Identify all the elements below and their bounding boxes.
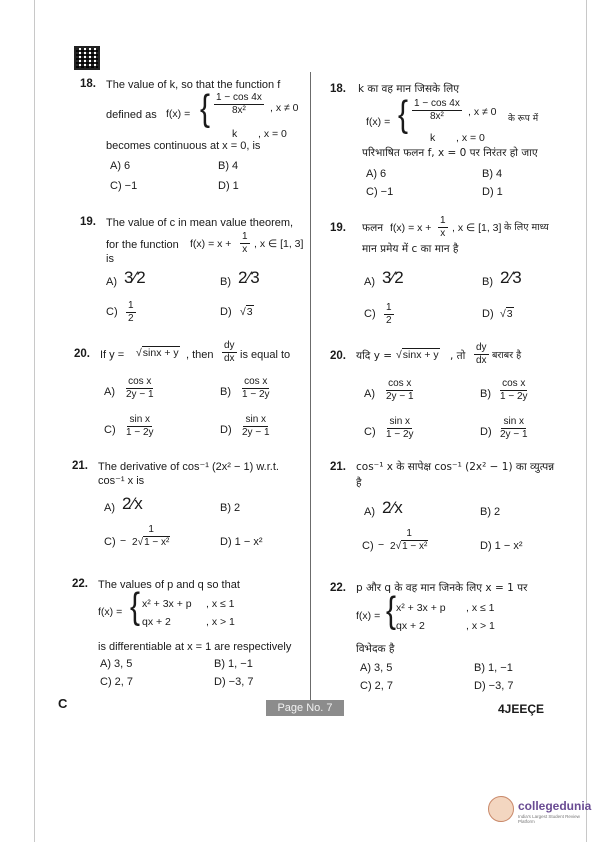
q21-opt-a-value: 2⁄x bbox=[122, 494, 143, 513]
q21-hi-number: 21. bbox=[330, 461, 346, 473]
q19-func-pre: f(x) = x + bbox=[190, 238, 232, 250]
q18-hi-option-b: B) 4 bbox=[482, 168, 503, 180]
q18-number: 18. bbox=[80, 78, 96, 90]
q18-hi-case2-val: k bbox=[430, 132, 436, 144]
q22-hi-case1-cond: , x ≤ 1 bbox=[466, 602, 495, 614]
q19-hi-frac-den: x bbox=[440, 228, 446, 239]
q18-fx: f(x) = bbox=[166, 108, 191, 120]
q18-case1-den: 8x² bbox=[231, 105, 246, 116]
q18-hi-case1-den: 8x² bbox=[429, 111, 444, 122]
q19-hi-frac-num: 1 bbox=[440, 215, 446, 226]
q18-brace: { bbox=[200, 87, 211, 129]
qr-code bbox=[74, 46, 100, 70]
collegedunia-tagline: India's Largest Student Review Platform bbox=[518, 814, 580, 824]
q21-hi-opt-c-num: 1 bbox=[406, 528, 412, 539]
q20-dydx bbox=[220, 340, 239, 365]
q18-text-line3: becomes continuous at x = 0, is bbox=[106, 140, 261, 152]
q21-hi-opt-c-sqrt: 1 − x² bbox=[402, 541, 428, 552]
q21-hi-line1: cos⁻¹ x के सापेक्ष cos⁻¹ (2x² − 1) का व्युत्पन्न bbox=[356, 461, 555, 473]
collegedunia-logo-text: collegedunia bbox=[518, 799, 592, 813]
q19-hi-opt-c-label: C) bbox=[364, 308, 376, 320]
q19-opt-d-value: √3 bbox=[240, 306, 253, 318]
q18-option-b: B) 4 bbox=[218, 160, 239, 172]
q18-option-d: D) 1 bbox=[218, 180, 239, 192]
q19-opt-c-den: 2 bbox=[128, 313, 134, 324]
q19-hi-pre: फलन bbox=[362, 222, 384, 234]
q20-hi-opt-d-num: sin x bbox=[503, 416, 525, 427]
q22-option-d: D) −3, 7 bbox=[214, 676, 254, 688]
q20-hi-opt-b-den: 1 − 2y bbox=[500, 391, 528, 402]
q18-hi-case1 bbox=[410, 98, 464, 123]
q19-hi-opt-c-value bbox=[382, 302, 396, 327]
q20-hi-opt-c-value bbox=[382, 416, 418, 441]
q20-sqrt: √sinx + y bbox=[136, 347, 179, 359]
q20-hi-dydx bbox=[472, 342, 491, 367]
q20-opt-c-num: sin x bbox=[129, 414, 151, 425]
q21-opt-c-den-pre: 2 bbox=[132, 537, 138, 548]
q19-hi-line2: मान प्रमेय में c का मान है bbox=[362, 243, 459, 255]
q20-hi-opt-a-value bbox=[382, 378, 418, 403]
q22-hi-line3: विभेदक है bbox=[356, 643, 395, 655]
q18-hi-line1: k का वह मान जिसके लिए bbox=[358, 83, 460, 95]
q22-case2: qx + 2 bbox=[142, 616, 171, 628]
q19-hi-opt-c-den: 2 bbox=[386, 315, 392, 326]
q21-opt-c-label: C) bbox=[104, 536, 116, 548]
q20-then: , then bbox=[186, 349, 214, 361]
q21-hi-opt-c-label: C) bbox=[362, 540, 374, 552]
q19-text-line3: is bbox=[106, 253, 114, 265]
q21-opt-b: B) 2 bbox=[220, 502, 241, 514]
q20-opt-a-value bbox=[122, 376, 158, 401]
q18-hi-fx: f(x) = bbox=[366, 116, 391, 128]
q20-opt-d-label: D) bbox=[220, 424, 232, 436]
q22-option-c: C) 2, 7 bbox=[100, 676, 134, 688]
q20-hi-sqrt-expr: sinx + y bbox=[402, 349, 439, 361]
q19-hi-opt-a-label: A) bbox=[364, 276, 375, 288]
q21-number: 21. bbox=[72, 460, 88, 472]
q20-hi-opt-a-label: A) bbox=[364, 388, 375, 400]
q19-opt-c-label: C) bbox=[106, 306, 118, 318]
q20-hi-opt-c-den: 1 − 2y bbox=[386, 429, 414, 440]
q18-hi-case1-num: 1 − cos 4x bbox=[414, 98, 460, 109]
q19-hi-opt-d-value: √3 bbox=[500, 308, 513, 320]
q22-hi-line1: p और q के वह मान जिनके लिए x = 1 पर bbox=[356, 582, 528, 594]
q22-hi-option-a: A) 3, 5 bbox=[360, 662, 393, 674]
q18-text-defined: defined as bbox=[106, 109, 157, 121]
q20-opt-a-num: cos x bbox=[128, 376, 152, 387]
q20-opt-a-label: A) bbox=[104, 386, 115, 398]
q20-hi-opt-d-label: D) bbox=[480, 426, 492, 438]
collegedunia-avatar-icon bbox=[488, 796, 514, 822]
q22-hi-option-d: D) −3, 7 bbox=[474, 680, 514, 692]
q21-hi-opt-d: D) 1 − x² bbox=[480, 540, 523, 552]
q20-hi-opt-d-value bbox=[496, 416, 532, 441]
q18-hi-number: 18. bbox=[330, 83, 346, 95]
q20-opt-d-num: sin x bbox=[245, 414, 267, 425]
q19-func-frac bbox=[238, 231, 252, 256]
q20-hi-dy: dy bbox=[476, 342, 487, 353]
q21-opt-d: D) 1 − x² bbox=[220, 536, 263, 548]
q19-opt-a-label: A) bbox=[106, 276, 117, 288]
q19-hi-opt-b-value: 2⁄3 bbox=[500, 268, 522, 287]
q20-if: If y = bbox=[100, 349, 125, 361]
q20-sqrt-expr: sinx + y bbox=[142, 347, 179, 359]
q21-hi-opt-c-minus: − bbox=[378, 539, 385, 551]
q18-case1-num: 1 − cos 4x bbox=[216, 92, 262, 103]
q19-text-line1: The value of c in mean value theorem, bbox=[106, 217, 294, 229]
q19-hi-func-post: , x ∈ [1, 3] bbox=[452, 222, 502, 234]
q22-hi-case2: qx + 2 bbox=[396, 620, 425, 632]
q20-hi-tail: बराबर है bbox=[492, 350, 522, 361]
q22-option-b: B) 1, −1 bbox=[214, 658, 253, 670]
q19-opt-b-value: 2⁄3 bbox=[238, 268, 260, 287]
q20-opt-c-label: C) bbox=[104, 424, 116, 436]
q19-hi-opt-b-label: B) bbox=[482, 276, 493, 288]
q22-case1-cond: , x ≤ 1 bbox=[206, 598, 235, 610]
q19-hi-func-pre: f(x) = x + bbox=[390, 222, 432, 234]
q20-hi-opt-a-num: cos x bbox=[388, 378, 412, 389]
q20-hi-opt-a-den: 2y − 1 bbox=[386, 391, 414, 402]
q20-opt-b-value bbox=[238, 376, 274, 401]
q19-opt-d-label: D) bbox=[220, 306, 232, 318]
q18-option-c: C) −1 bbox=[110, 180, 138, 192]
q21-opt-c-sqrt: 1 − x² bbox=[144, 537, 170, 548]
q18-text-line1: The value of k, so that the function f bbox=[106, 79, 281, 91]
q18-hi-case1-cond: , x ≠ 0 bbox=[468, 106, 497, 118]
q19-hi-func-frac bbox=[436, 215, 450, 240]
q22-option-a: A) 3, 5 bbox=[100, 658, 133, 670]
q22-fx: f(x) = bbox=[98, 606, 123, 618]
q22-hi-number: 22. bbox=[330, 582, 346, 594]
q21-opt-c-minus: − bbox=[120, 535, 127, 547]
q20-hi-dx: dx bbox=[476, 355, 487, 366]
q18-option-a: A) 6 bbox=[110, 160, 131, 172]
q22-hi-option-c: C) 2, 7 bbox=[360, 680, 394, 692]
q18-hi-suffix: के रूप में bbox=[508, 114, 539, 124]
q21-hi-opt-c-value: $\frac{1}{\text{2√1 − x²}}$ bbox=[390, 528, 428, 552]
q19-hi-post: के लिए माध्य bbox=[504, 222, 549, 233]
q19-text-line2: for the function bbox=[106, 239, 179, 251]
q21-hi-line2: है bbox=[356, 477, 362, 489]
q18-case1-cond: , x ≠ 0 bbox=[270, 102, 299, 114]
q18-case1 bbox=[212, 92, 266, 117]
q19-opt-c-value bbox=[124, 300, 138, 325]
q19-hi-opt-d-radicand: 3 bbox=[506, 308, 513, 320]
q20-hi-opt-b-label: B) bbox=[480, 388, 491, 400]
exam-code: 4JEEÇE bbox=[498, 702, 545, 716]
q22-hi-option-b: B) 1, −1 bbox=[474, 662, 513, 674]
q22-text-line1: The values of p and q so that bbox=[98, 579, 240, 591]
q18-hi-option-a: A) 6 bbox=[366, 168, 387, 180]
q21-opt-c-num: 1 bbox=[148, 524, 154, 535]
q19-hi-number: 19. bbox=[330, 222, 346, 234]
q21-hi-opt-a-label: A) bbox=[364, 506, 375, 518]
q21-text-line1: The derivative of cos⁻¹ (2x² − 1) w.r.t. bbox=[98, 461, 279, 473]
q20-hi-opt-d-den: 2y − 1 bbox=[500, 429, 528, 440]
q20-opt-b-num: cos x bbox=[244, 376, 268, 387]
q20-hi-sqrt: √sinx + y bbox=[396, 349, 439, 361]
q18-hi-option-d: D) 1 bbox=[482, 186, 503, 198]
q20-hi-then: , तो bbox=[450, 350, 466, 362]
q18-case2-val: k bbox=[232, 128, 238, 140]
page-number-label: Page No. 7 bbox=[266, 700, 344, 716]
q21-hi-opt-b: B) 2 bbox=[480, 506, 501, 518]
q20-opt-c-den: 1 − 2y bbox=[126, 427, 154, 438]
column-divider bbox=[310, 72, 311, 708]
q20-opt-a-den: 2y − 1 bbox=[126, 389, 154, 400]
q22-hi-brace: { bbox=[386, 589, 397, 631]
q20-hi-opt-c-num: sin x bbox=[389, 416, 411, 427]
q19-hi-opt-c-num: 1 bbox=[386, 302, 392, 313]
q20-opt-c-value bbox=[122, 414, 158, 439]
q19-hi-opt-a-value: 3⁄2 bbox=[382, 268, 404, 287]
q20-opt-d-den: 2y − 1 bbox=[242, 427, 270, 438]
q20-opt-b-den: 1 − 2y bbox=[242, 389, 270, 400]
q19-frac-num: 1 bbox=[242, 231, 248, 242]
q20-number: 20. bbox=[74, 348, 90, 360]
page-edge-right bbox=[586, 0, 587, 842]
q20-tail: is equal to bbox=[240, 349, 291, 361]
q21-opt-c-value: $\frac{1}{\text{2√1 − x²}}$ bbox=[132, 524, 170, 548]
q20-opt-b-label: B) bbox=[220, 386, 231, 398]
q18-hi-brace: { bbox=[398, 93, 409, 135]
q22-case2-cond: , x > 1 bbox=[206, 616, 235, 628]
q20-hi-opt-b-num: cos x bbox=[502, 378, 526, 389]
q22-number: 22. bbox=[72, 578, 88, 590]
q18-case2-cond: , x = 0 bbox=[258, 128, 287, 140]
q19-frac-den: x bbox=[242, 244, 248, 255]
q18-hi-line3: परिभाषित फलन f, x = 0 पर निरंतर हो जाए bbox=[362, 147, 538, 159]
q22-hi-fx: f(x) = bbox=[356, 610, 381, 622]
page-edge-left bbox=[34, 0, 35, 842]
q22-hi-case1: x² + 3x + p bbox=[396, 602, 446, 614]
q19-hi-opt-d-label: D) bbox=[482, 308, 494, 320]
q19-func-post: , x ∈ [1, 3] bbox=[254, 238, 304, 250]
q18-hi-case2-cond: , x = 0 bbox=[456, 132, 485, 144]
q21-hi-opt-c-den-pre: 2 bbox=[390, 541, 396, 552]
q22-text-line3: is differentiable at x = 1 are respectively bbox=[98, 641, 292, 653]
q20-hi-number: 20. bbox=[330, 350, 346, 362]
q18-hi-option-c: C) −1 bbox=[366, 186, 394, 198]
q22-hi-case2-cond: , x > 1 bbox=[466, 620, 495, 632]
set-code-mark: C bbox=[58, 696, 68, 711]
q20-hi-opt-b-value bbox=[496, 378, 532, 403]
q21-text-line2: cos⁻¹ x is bbox=[98, 475, 145, 487]
q19-number: 19. bbox=[80, 216, 96, 228]
q20-dx: dx bbox=[224, 353, 235, 364]
q22-brace: { bbox=[130, 585, 141, 627]
q21-opt-a-label: A) bbox=[104, 502, 115, 514]
q20-hi-if: यदि y = bbox=[356, 350, 393, 362]
q20-opt-d-value bbox=[238, 414, 274, 439]
q21-hi-opt-a-value: 2⁄x bbox=[382, 498, 403, 517]
q19-opt-c-num: 1 bbox=[128, 300, 134, 311]
q22-case1: x² + 3x + p bbox=[142, 598, 192, 610]
q20-hi-opt-c-label: C) bbox=[364, 426, 376, 438]
q19-opt-a-value: 3⁄2 bbox=[124, 268, 146, 287]
q19-opt-b-label: B) bbox=[220, 276, 231, 288]
q20-dy: dy bbox=[224, 340, 235, 351]
q19-opt-d-radicand: 3 bbox=[246, 306, 253, 318]
